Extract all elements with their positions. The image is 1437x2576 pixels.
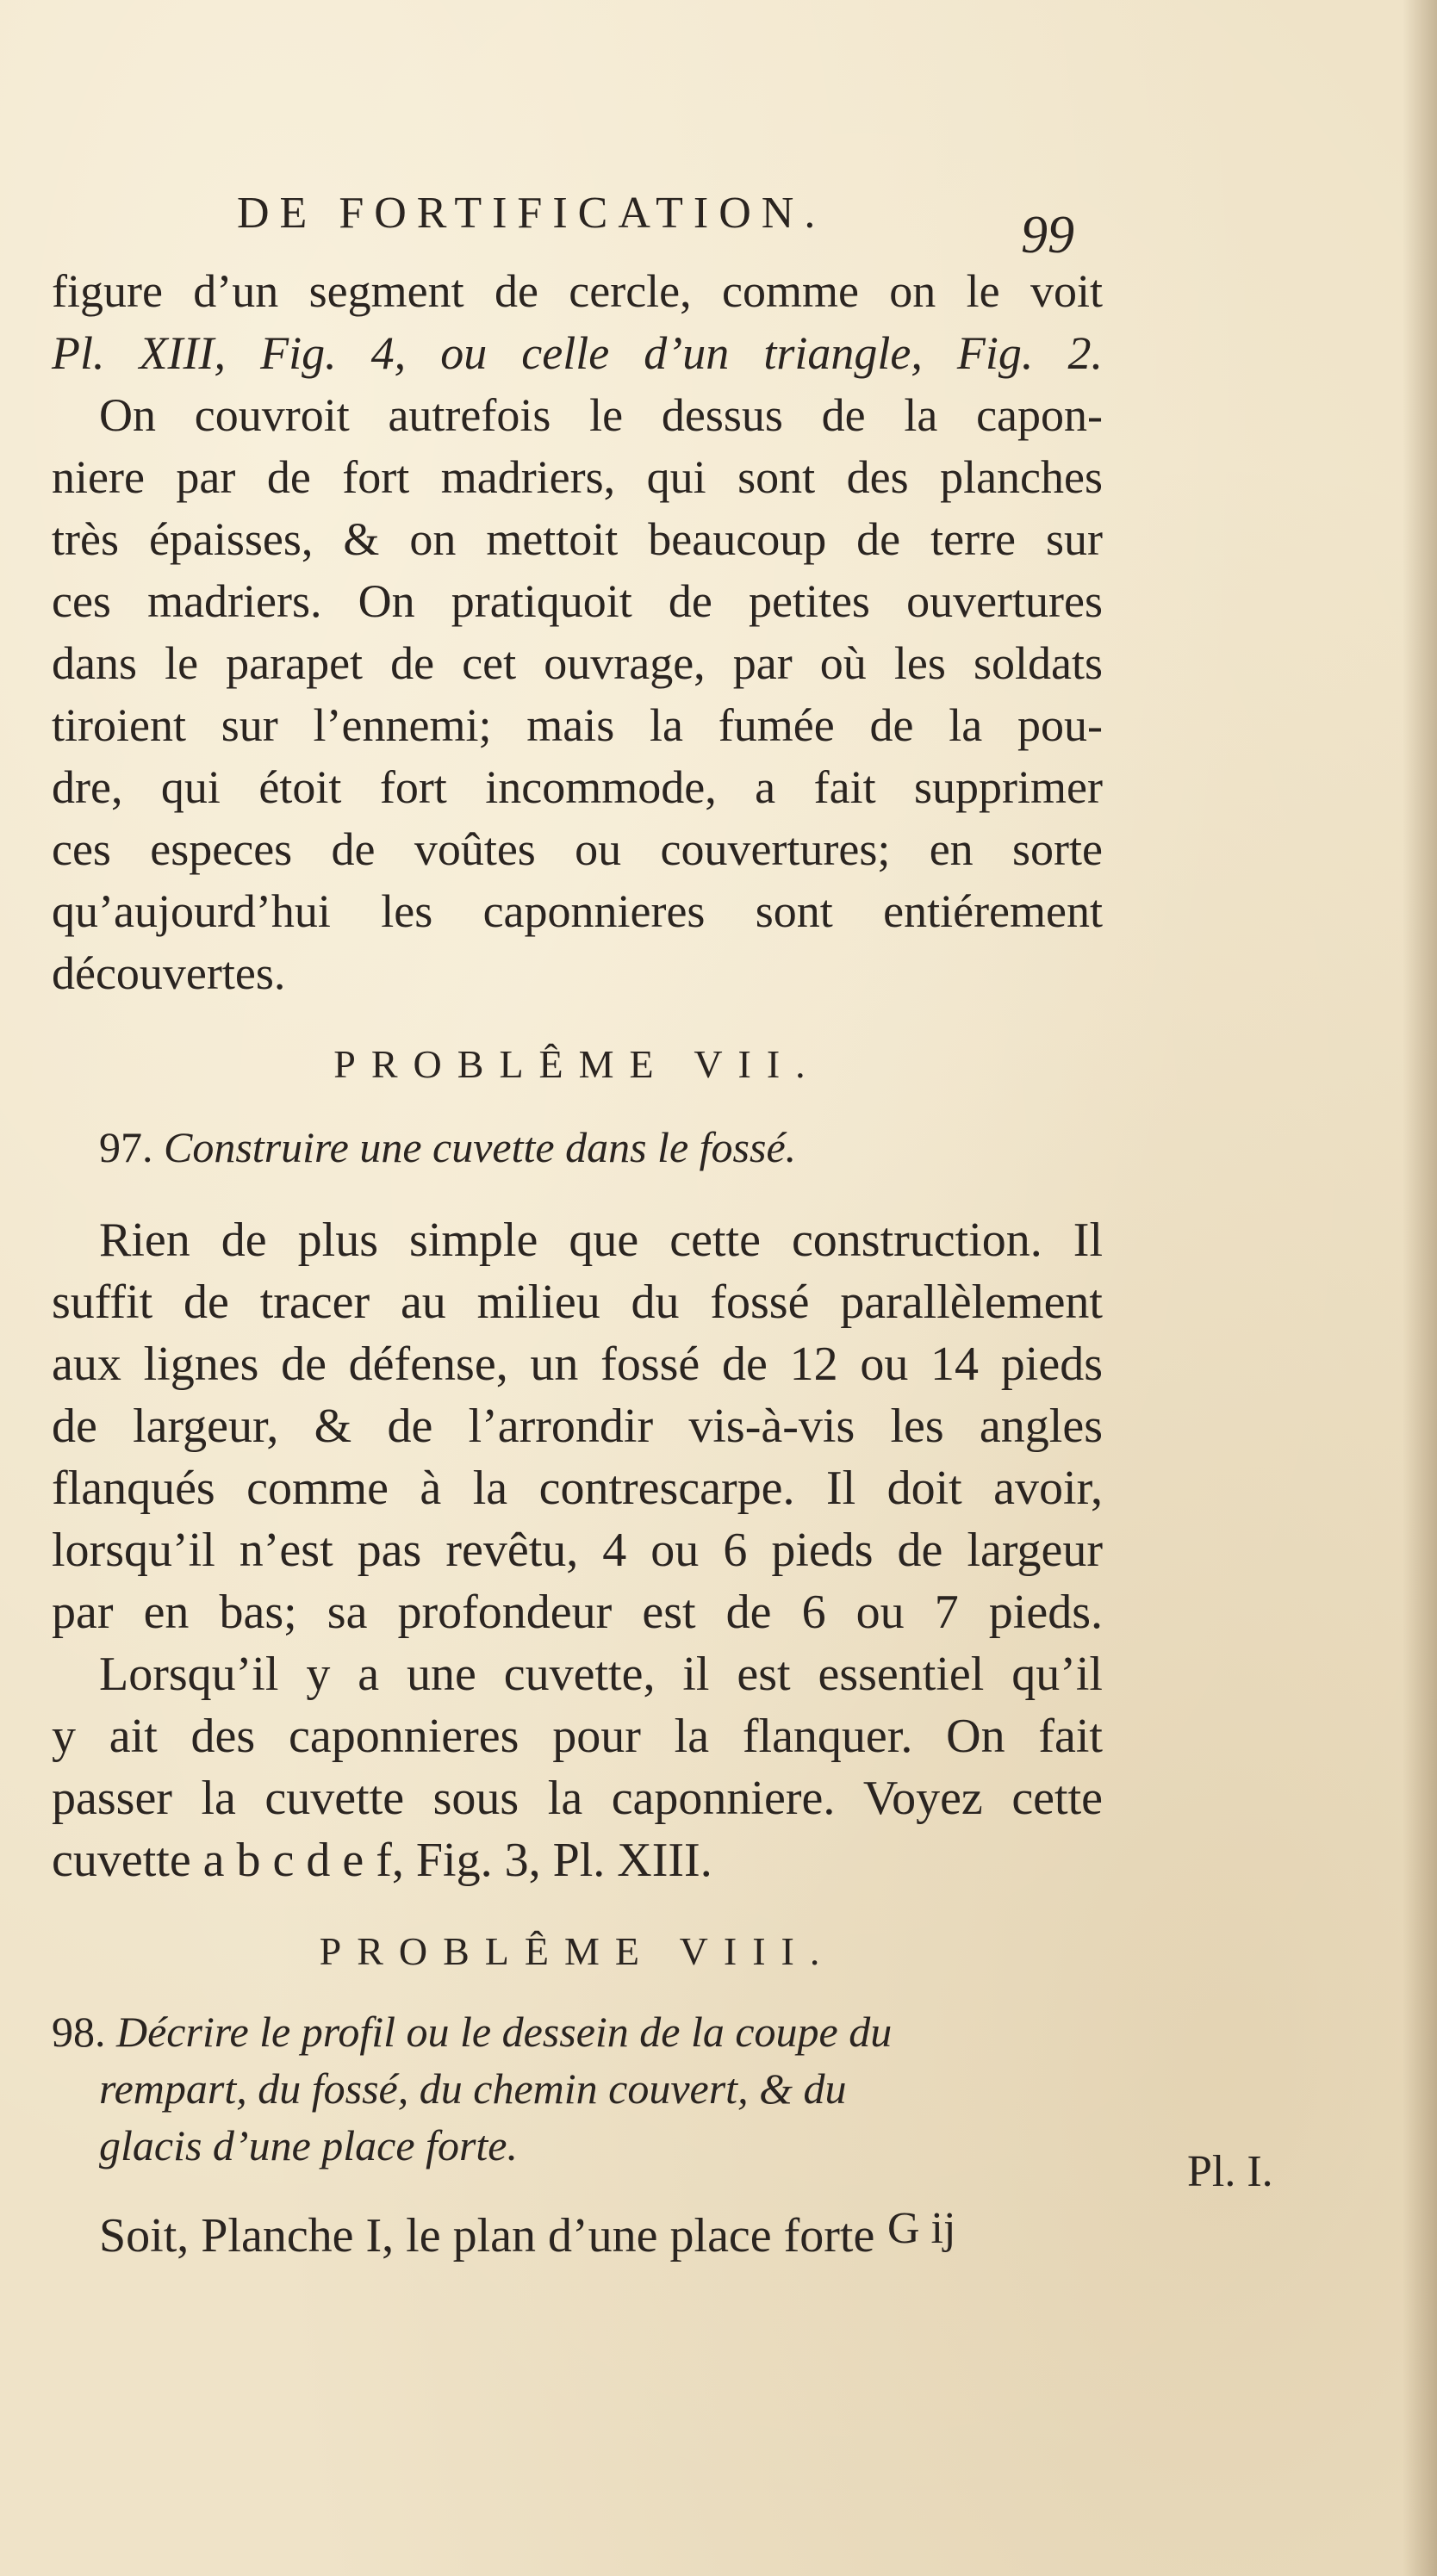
- problem-statement: [52, 2003, 1103, 2174]
- text-line: lorsqu’il n’est pas revêtu, 4 ou 6 pieds de largeur: [52, 1524, 1103, 1577]
- text-line: découvertes.: [52, 947, 286, 999]
- text-line: Lorsqu’il y a une cuvette, il est essentiel qu’il: [99, 1648, 1103, 1701]
- text-line: niere par de fort madriers, qui sont des planches: [52, 451, 1103, 503]
- statement-text: Décrire le profil ou le dessein de la coupe du: [116, 2008, 893, 2056]
- text-line: tiroient sur l’ennemi; mais la fumée de la pou-: [52, 699, 1103, 751]
- article-number: 97.: [99, 1123, 153, 1171]
- text-line: qu’aujourd’hui les caponnieres sont entiérement: [52, 885, 1103, 937]
- text-line: passer la cuvette sous la caponniere. Voyez cette: [52, 1772, 1103, 1825]
- text-line: dans le parapet de cet ouvrage, par où les soldats: [52, 637, 1103, 689]
- text-line: flanqués comme à la contrescarpe. Il doit avoir,: [52, 1462, 1103, 1515]
- text-line: Rien de plus simple que cette construction. Il: [99, 1214, 1103, 1267]
- page-gutter-shadow: [1403, 0, 1437, 2576]
- text-line: aux lignes de défense, un fossé de 12 ou 14 pieds: [52, 1338, 1103, 1391]
- problem-heading: PROBLÊME VIII.: [319, 1929, 836, 1973]
- statement-text: Construire une cuvette dans le fossé.: [164, 1123, 797, 1171]
- problem-heading: PROBLÊME VII.: [333, 1042, 821, 1086]
- signature-mark: G ij: [887, 2204, 956, 2253]
- text-line: Pl. XIII, Fig. 4, ou celle d’un triangle, Fig. 2.: [52, 327, 1103, 379]
- text-line: de largeur, & de l’arrondir vis-à-vis les angles: [52, 1400, 1103, 1453]
- statement-line: glacis d’une place forte.: [99, 2121, 518, 2169]
- article-number: 98.: [52, 2008, 106, 2056]
- text-line: cuvette a b c d e f, Fig. 3, Pl. XIII.: [52, 1834, 712, 1887]
- running-title: DE FORTIFICATION.: [237, 189, 826, 238]
- statement-line: rempart, du fossé, du chemin couvert, & du: [99, 2064, 847, 2113]
- text-line: par en bas; sa profondeur est de 6 ou 7 pieds.: [52, 1586, 1103, 1639]
- text-line: suffit de tracer au milieu du fossé parallèlement: [52, 1276, 1103, 1329]
- problem-body: [52, 1209, 1103, 1891]
- statement-line: [52, 2003, 1103, 2060]
- text-line: figure d’un segment de cercle, comme on le voit: [52, 265, 1103, 317]
- text-line: Soit, Planche I, le plan d’une place forte: [99, 2209, 875, 2263]
- text-block: [52, 260, 1103, 2267]
- margin-note: Pl. I.: [1187, 2147, 1273, 2196]
- text-line: On couvroit autrefois le dessus de la capon-: [99, 389, 1103, 441]
- problem-statement: [52, 1116, 1103, 1178]
- text-line: ces madriers. On pratiquoit de petites ouvertures: [52, 575, 1103, 627]
- text-line: très épaisses, & on mettoit beaucoup de terre sur: [52, 513, 1103, 565]
- text-line: ces especes de voûtes ou couvertures; en sorte: [52, 823, 1103, 875]
- text-line: y ait des caponnieres pour la flanquer. On fait: [52, 1710, 1103, 1763]
- text-line: dre, qui étoit fort incommode, a fait supprimer: [52, 761, 1103, 813]
- page-number: 99: [1021, 206, 1074, 264]
